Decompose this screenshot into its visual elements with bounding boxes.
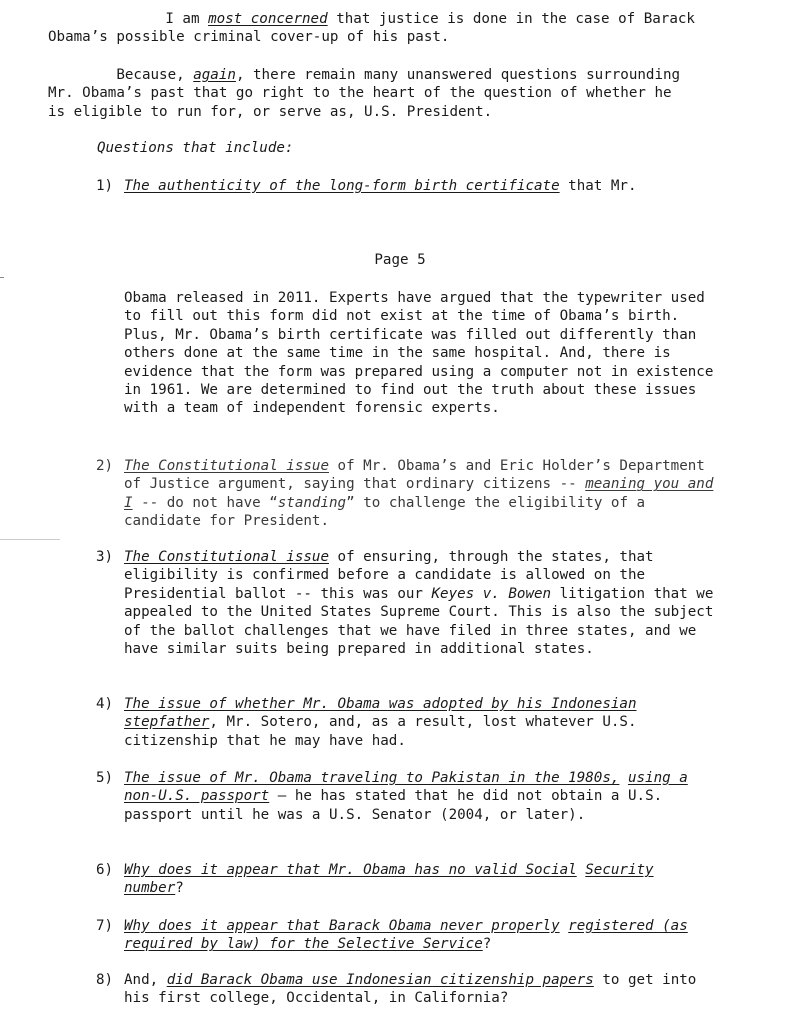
text: ? xyxy=(482,936,492,953)
scan-mark xyxy=(0,277,4,278)
emphasis: The authenticity of the long-form birth certificate xyxy=(124,178,560,194)
text: was filled out differently than others done at the same time xyxy=(124,326,697,362)
text: typewriter used to fill out this form did not exist at the xyxy=(124,290,705,325)
item-text xyxy=(124,917,714,954)
text: was prepared using a computer not in existence in 1961. We xyxy=(124,363,714,399)
text: that Mr. xyxy=(559,178,637,194)
text: citizens -- xyxy=(482,476,586,493)
text: later). xyxy=(525,806,586,823)
text: Department of Justice argument, saying that ordinary xyxy=(124,458,705,493)
text: ” to xyxy=(346,494,381,511)
item-number: 6) xyxy=(96,862,114,878)
item-text xyxy=(124,769,714,824)
emphasis: Why does it appear that Mr. Obama has no valid Social xyxy=(124,862,577,878)
text: , Mr. Sotero, and, as a result, lost whatever U.S. xyxy=(209,714,637,731)
item-text xyxy=(124,971,714,1008)
text: suits being prepared in additional states. xyxy=(235,641,594,658)
item-text xyxy=(124,548,714,658)
text: challenge the eligibility of a candidate for President. xyxy=(124,494,646,530)
text: , there remain many unanswered questions surrounding xyxy=(235,67,681,83)
text: Because, xyxy=(116,67,194,83)
text: ? xyxy=(175,880,184,897)
text: of ensuring, through the states, xyxy=(329,549,611,565)
item-number: 3) xyxy=(96,549,114,565)
emphasis: Security number xyxy=(124,862,654,897)
item-text xyxy=(124,457,714,531)
text: of Mr. Obama’s and Eric Holder’s xyxy=(329,458,611,474)
text: get into his first college, Occidental, in California? xyxy=(124,972,697,1007)
text: — he has stated that he did not xyxy=(269,788,543,805)
text: time of Obama’s birth. Plus, Mr. Obama’s birth certificate xyxy=(124,308,680,343)
item-number: 5) xyxy=(96,770,114,786)
emphasis: registered (as required by law) for the Selective Service xyxy=(124,918,688,953)
item-number: 2) xyxy=(96,458,114,474)
emphasis: Why does it appear that Barack Obama never properly xyxy=(124,918,560,934)
text: that eligibility is confirmed before a candidate is allowed xyxy=(124,549,654,584)
scan-mark xyxy=(0,539,60,540)
item-text xyxy=(124,861,714,898)
emphasis: most concerned xyxy=(208,11,328,27)
intro-paragraph-2 xyxy=(48,66,768,121)
text: Mr. Obama’s past that go right to the heart of the question of whether he xyxy=(48,85,672,102)
emphasis: The issue of whether Mr. Obama was adopted by his Indonesian xyxy=(124,696,637,712)
emphasis: The Constitutional issue xyxy=(124,458,329,474)
text: -- do not have “ xyxy=(132,494,278,511)
intro-paragraph-1 xyxy=(48,10,768,47)
text: Obama released in 2011. Experts have argued that the xyxy=(124,290,569,306)
text: litigation that we appealed to the United States Supreme xyxy=(124,585,714,621)
emphasis: Keyes v. Bowen xyxy=(431,585,552,602)
item-text xyxy=(124,695,714,750)
text: I am xyxy=(165,11,209,27)
text: that we have filed in three states, and we have similar xyxy=(124,622,697,658)
emphasis: stepfather xyxy=(124,714,210,731)
text: to xyxy=(593,972,620,988)
page-number: Page 5 xyxy=(374,252,426,268)
text: is eligible to run for, or serve as, U.S. President. xyxy=(48,103,493,120)
text: on the Presidential ballot -- this was our xyxy=(124,567,646,602)
emphasis: The Constitutional issue xyxy=(124,549,329,565)
text: a team of independent forensic experts. xyxy=(166,400,500,417)
emphasis: using a non-U.S. passport xyxy=(124,770,688,805)
text: Court. This is also the subject of the ballot challenges xyxy=(124,604,714,639)
item-number: 8) xyxy=(96,972,114,988)
emphasis: did Barack Obama use Indonesian citizenship papers xyxy=(166,972,594,988)
text: citizenship that he may have had. xyxy=(124,732,406,749)
text: obtain a U.S. passport until he was a U.S. Senator (2004, or xyxy=(124,788,663,823)
emphasis: again xyxy=(193,67,236,83)
emphasis: The issue of Mr. Obama traveling to Pakistan in the 1980s, xyxy=(124,770,620,786)
questions-label: Questions that include: xyxy=(97,140,294,156)
item-number: 7) xyxy=(96,918,114,934)
item-number: 1) xyxy=(96,178,114,194)
emphasis: standing xyxy=(277,494,347,511)
text: are determined to find out the truth about these issues with xyxy=(124,382,697,417)
text: Obama’s possible criminal cover-up of his past. xyxy=(48,29,450,46)
text: And, xyxy=(124,972,167,988)
text: that justice is done in the case of Barack xyxy=(327,11,695,27)
item-text xyxy=(124,289,714,418)
item-number: 4) xyxy=(96,696,114,712)
text: in the same hospital. And, there is evidence that the form xyxy=(124,345,671,380)
item-text xyxy=(124,177,714,195)
emphasis: meaning you and I xyxy=(124,476,714,511)
